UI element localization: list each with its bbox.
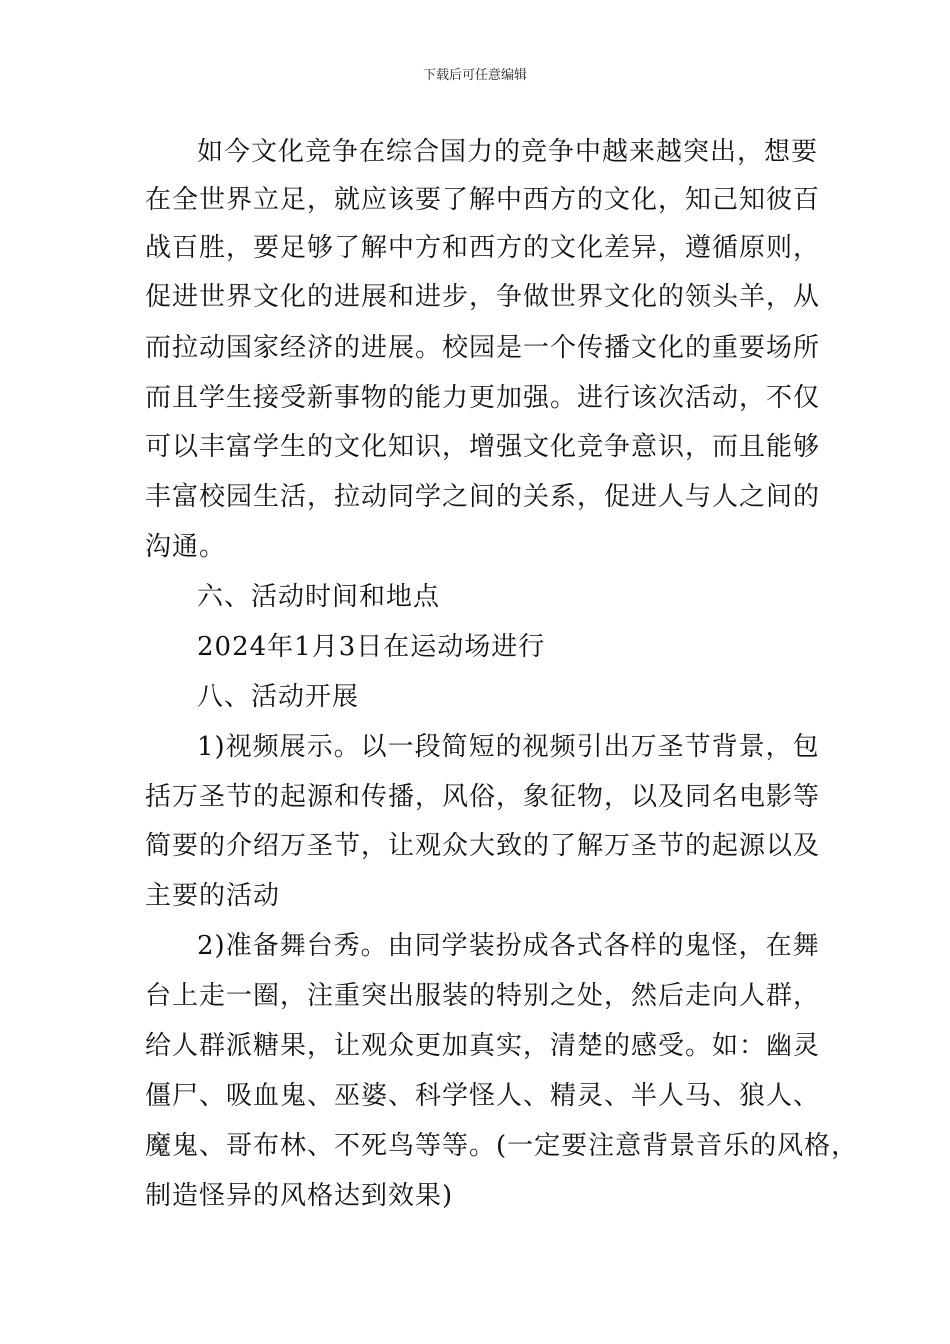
text-line: 僵尸、吸血鬼、巫婆、科学怪人、精灵、半人马、狼人、 [145,1081,821,1111]
text-line: 而且学生接受新事物的能力更加强。进行该次活动，不仅 [145,383,821,413]
text-line: 丰富校园生活，拉动同学之间的关系，促进人与人之间的 [145,482,821,512]
text-line: 2)准备舞台秀。由同学装扮成各式各样的鬼怪，在舞 [197,931,820,961]
page-header: 下载后可任意编辑 [422,68,527,83]
text-line: 战百胜，要足够了解中方和西方的文化差异，遵循原则， [145,233,821,263]
section-heading: 八、活动开展 [197,682,360,712]
text-line: 魔鬼、哥布林、不死鸟等等。(一定要注意背景音乐的风格， [145,1131,859,1161]
section-heading: 六、活动时间和地点 [197,582,441,612]
text-line: 在全世界立足，就应该要了解中西方的文化，知己知彼百 [145,185,821,215]
text-line: 给人群派糖果，让观众更加真实，清楚的感受。如：幽灵 [145,1031,821,1061]
text-line: 可以丰富学生的文化知识，增强文化竞争意识，而且能够 [145,432,821,462]
text-line: 简要的介绍万圣节，让观众大致的了解万圣节的起源以及 [145,831,821,861]
text-line: 主要的活动 [145,881,281,911]
text-line: 制造怪异的风格达到效果) [145,1181,454,1211]
text-line: 台上走一圈，注重突出服装的特别之处，然后走向人群， [145,981,821,1011]
text-line: 括万圣节的起源和传播，风俗，象征物，以及同名电影等 [145,782,821,812]
text-line: 如今文化竞争在综合国力的竞争中越来越突出，想要 [197,137,819,167]
text-line: 沟通。 [145,532,227,562]
text-line: 促进世界文化的进展和进步，争做世界文化的领头羊，从 [145,282,821,312]
text-line: 而拉动国家经济的进展。校园是一个传播文化的重要场所 [145,333,821,363]
text-line: 2024年1月3日在运动场进行 [197,632,546,662]
text-line: 1)视频展示。以一段简短的视频引出万圣节背景，包 [197,732,820,762]
